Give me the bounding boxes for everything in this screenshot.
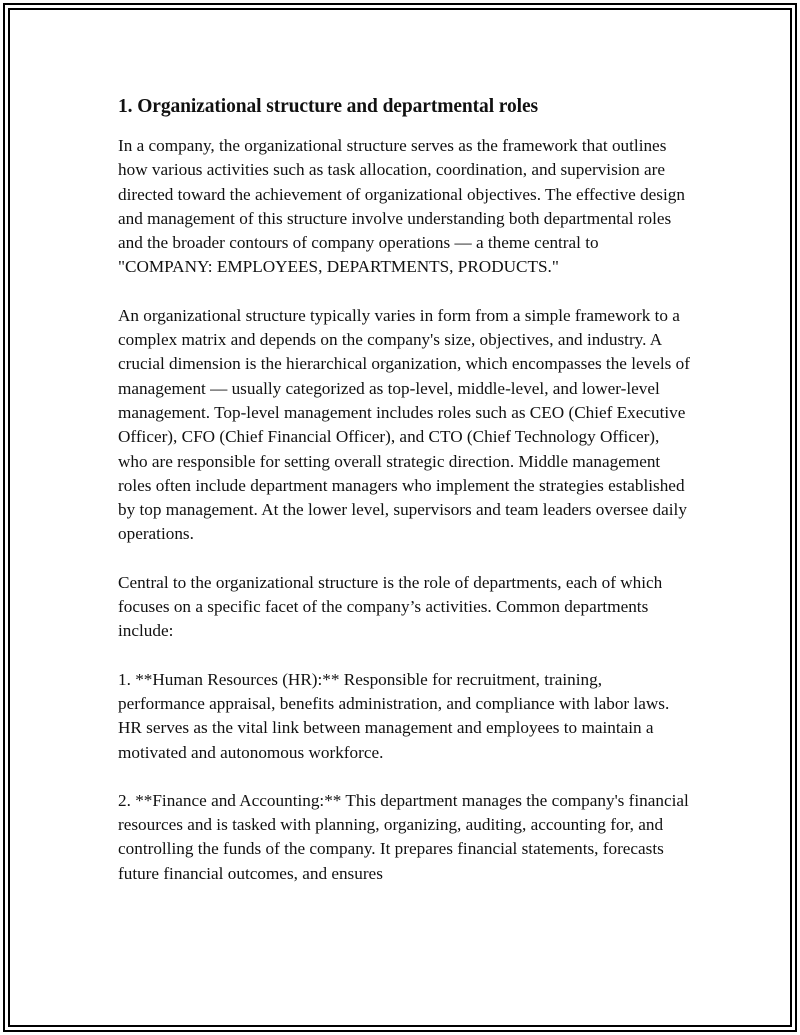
paragraph-intro: In a company, the organizational structure serves as the framework that outlines how various activities such as task allocation, coordination, and supervision are directed toward the achievement of organizational objectives. The effective design and management of this structure involve understanding both departmental roles and the broader contours of company operations — a theme central to "COMPANY: EMPLOYEES, DEPARTMENTS, PRODUCTS." <box>118 136 685 277</box>
paragraph-hierarchy: An organizational structure typically varies in form from a simple framework to a complex matrix and depends on the company's size, objectives, and industry. A crucial dimension is the hierarchical organization, which encompasses the levels of management — usually categorized as top-level, middle-level, and lower-level management. Top-level management includes roles such as CEO (Chief Executive Officer), CFO (Chief Financial Officer), and CTO (Chief Technology Officer), who are responsible for setting overall strategic direction. Middle management roles often include department managers who implement the strategies established by top management. At the lower level, supervisors and team leaders oversee daily operations. <box>118 305 690 544</box>
section-title: 1. Organizational structure and departmental roles <box>118 96 539 117</box>
page-border-outer <box>3 3 797 1032</box>
document-body <box>118 94 693 910</box>
list-item-finance: 2. **Finance and Accounting:** This department manages the company's financial resources and is tasked with planning, organizing, auditing, accounting for, and controlling the funds of the company. It prepares financial statements, forecasts future financial outcomes, and ensures <box>118 790 689 883</box>
list-item-hr: 1. **Human Resources (HR):** Responsible for recruitment, training, performance appraisal, benefits administration, and compliance with labor laws. HR serves as the vital link between management and employees to maintain a motivated and autonomous workforce. <box>118 669 670 762</box>
page-border-inner <box>8 8 792 1027</box>
paragraph-departments: Central to the organizational structure is the role of departments, each of which focuses on a specific facet of the company’s activities. Common departments include: <box>118 572 663 641</box>
